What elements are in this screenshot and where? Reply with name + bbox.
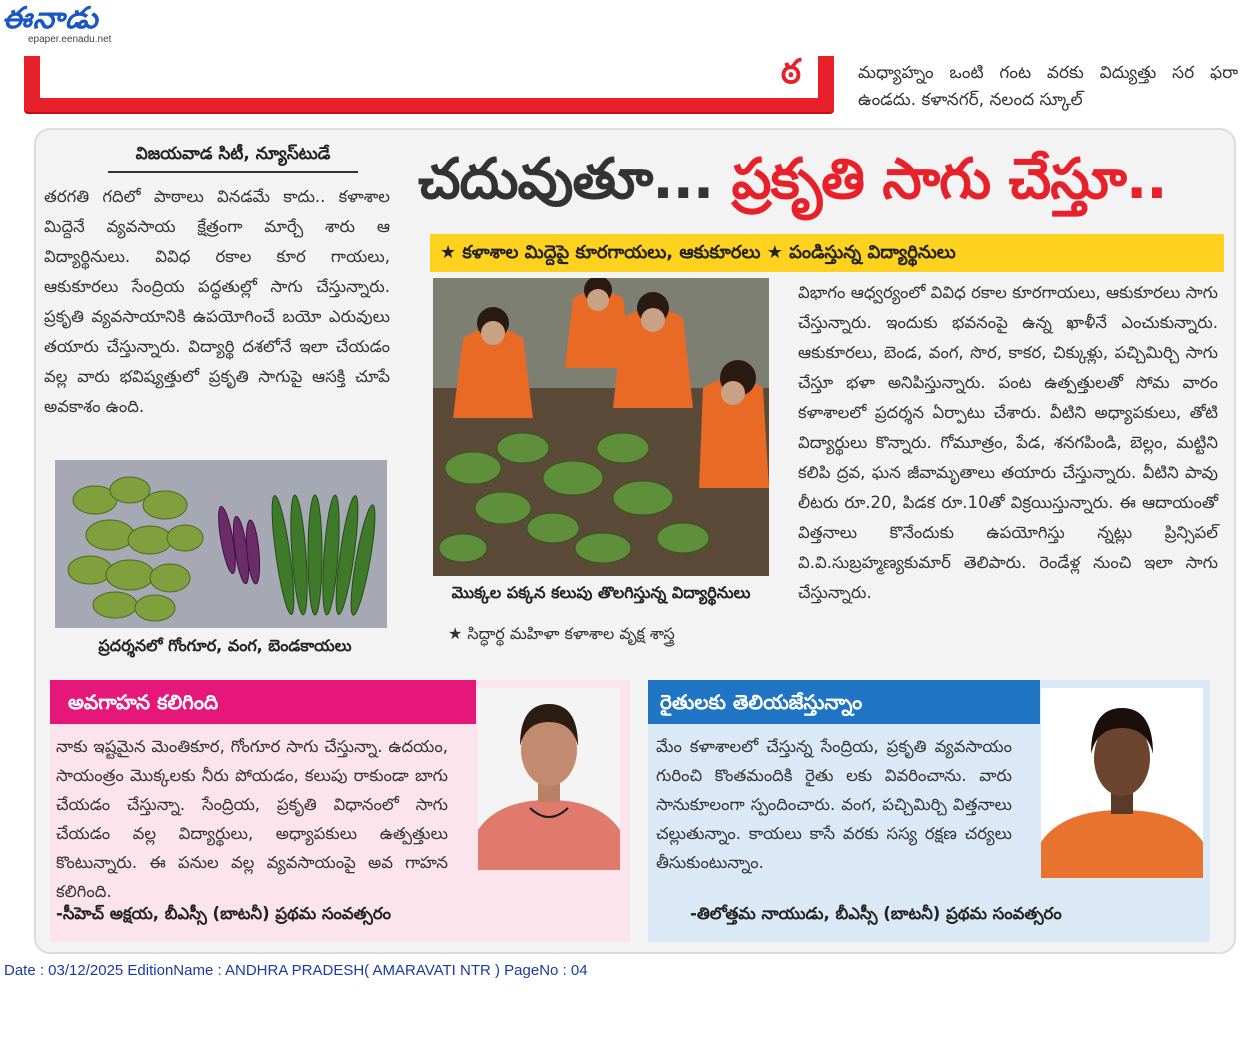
- article-intro: తరగతి గదిలో పాఠాలు వినడమే కాదు.. కళాశాల మిద్దెనే వ్యవసాయ క్షేత్రంగా మార్చే శారు ఆ విద్యార్థినులు. వివిధ రకాల కూర గాయలు, ఆకుకూరలు సేంద్రియ పద్ధతుల్లో సాగు చేస్తున్నారు. ప్రకృతి వ్యవసాయానికి ఉపయోగించే బయో ఎరువులు తయారు చేస్తున్నారు. విద్యార్థి దశలోనే ఇలా చేయడం వల్ల వారు భవిష్యత్తులో ప్రకృతి సాగుపై ఆసక్తి చూపే అవకాశం ఉంది.: [44, 187, 390, 416]
- adjacent-article-snippet: మధ్యాహ్నం ఒంటి గంట వరకు విద్యుత్తు సర ఫరా ఉండదు. కళానగర్, నలంద స్కూల్: [858, 63, 1238, 110]
- vegetables-illustration: [55, 460, 387, 628]
- vegetables-photo-caption: ప్రదర్శనలో గోంగూర, వంగ, బెండకాయలు: [98, 636, 352, 655]
- banner-glyph-icon: ఠ: [770, 52, 812, 92]
- subheadline-bar: ★ కళాశాల మిద్దెపై కూరగాయలు, ఆకుకూరలు ★ పండిస్తున్న విద్యార్థినులు: [430, 234, 1224, 272]
- headline: [418, 142, 1238, 218]
- testimonial-right-quote: మేం కళాశాలలో చేస్తున్న సేంద్రియ, ప్రకృతి వ్యవసాయం గురించి కొంతమందికి రైతు లకు వివరించాను. వారు సానుకూలంగా స్పందించారు. వంగ, పచ్చిమిర్చి విత్తనాలు చల్లుతున్నాం. కాయలు కాసే వరకు సస్య రక్షణ చర్యలు తీసుకుంటున్నాం.: [656, 737, 1012, 872]
- student-portrait-akshaya: [478, 688, 620, 870]
- students-gardening-photo: [433, 278, 769, 576]
- testimonial-left-signature: -సీహెచ్ అక్షయ, బీఎస్సీ (బాటనీ) ప్రథమ సంవత్సరం: [56, 904, 391, 923]
- eenadu-logo[interactable]: [2, 2, 142, 52]
- testimonial-right-signature: -తిలోత్తమ నాయుడు, బీఎస్సీ (బాటనీ) ప్రథమ సంవత్సరం: [690, 904, 1062, 923]
- vegetables-photo: [55, 460, 387, 628]
- testimonial-left-title: అవగాహన కలిగింది: [50, 680, 476, 724]
- logo-text: ఈనాడు: [2, 1, 99, 36]
- portrait-illustration-left: [478, 688, 620, 870]
- article-byline: ★ సిద్ధార్థ మహిళా కళాశాల వృక్ష శాస్త్ర: [448, 624, 675, 643]
- article-body: విభాగం ఆధ్వర్యంలో వివిధ రకాల కూరగాయలు, ఆకుకూరలు సాగు చేస్తున్నారు. ఇందుకు భవనంపై ఉన్న ఖాళీనే ఎంచుకున్నారు. ఆకుకూరలు, బెండ, వంగ, సొర, కాకర, చిక్కుళ్లు, పచ్చిమిర్చి సాగు చేస్తూ భళా అనిపిస్తున్నారు. పంట ఉత్పత్తులతో సోమ వారం కళాశాలలో ప్రదర్శన ఏర్పాటు చేశారు. వీటిని అధ్యాపకులు, తోటి విద్యార్థులు కొన్నారు. గోమూత్రం, పేడ, శనగపిండి, బెల్లం, మట్టిని కలిపి ద్రవ, ఘన జీవామృతాలు తయారు చేస్తున్నారు. వీటిని పావు లీటరు రూ.20, పిడక రూ.10తో విక్రయిస్తున్నారు. ఈ ఆదాయంతో విత్తనాలు కొనేందుకు ఉపయోగిస్తు న్నట్లు ప్రిన్సిపల్ వి.వి.సుబ్రహ్మణ్యకుమార్ తెలిపారు. రెండేళ్ల నుంచి ఇలా సాగు చేస్తున్నారు.: [798, 283, 1218, 602]
- portrait-illustration-right: [1041, 688, 1203, 878]
- students-gardening-illustration: [433, 278, 769, 576]
- dateline: విజయవాడ సిటీ, న్యూస్‌టుడే: [108, 144, 358, 173]
- headline-part1: చదువుతూ...: [418, 147, 714, 212]
- main-photo-caption: మొక్కల పక్కన కలుపు తొలగిస్తున్న విద్యార్థినులు: [433, 578, 769, 608]
- testimonial-left-quote: నాకు ఇష్టమైన మెంతికూర, గోంగూర సాగు చేస్తున్నా. ఉదయం, సాయంత్రం మొక్కలకు నీరు పోయడం, కలుపు రాకుండా బాగు చేయడం చేస్తున్నా. సేంద్రియ, ప్రకృతి విధానంలో సాగు చేయడం వల్ల విద్యార్థులు, అధ్యాపకులు ఉత్పత్తులు కొంటున్నారు. ఈ పనుల వల్ల వ్యవసాయంపై అవ గాహన కలిగింది.: [56, 737, 448, 901]
- headline-part2: ప్రకృతి సాగు చేస్తూ..: [731, 147, 1167, 212]
- testimonial-right-title: రైతులకు తెలియజేస్తున్నాం: [648, 680, 1040, 724]
- logo-url: epaper.eenadu.net: [28, 34, 112, 45]
- student-portrait-tilottama: [1041, 688, 1203, 878]
- banner-inner: [40, 56, 818, 98]
- edition-footer: Date : 03/12/2025 EditionName : ANDHRA PRADESH( AMARAVATI NTR ) PageNo : 04: [4, 962, 588, 979]
